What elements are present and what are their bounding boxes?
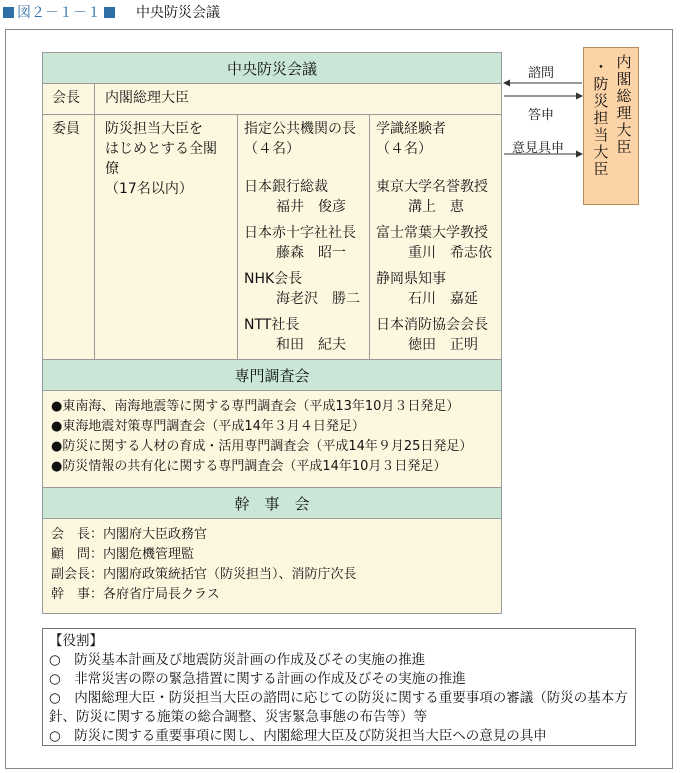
title-square-icon (104, 7, 115, 18)
member-name: 和田 紀夫 (276, 337, 346, 353)
list-item: ●防災に関する人材の育成・活用専門調査会（平成14年９月25日発足） (51, 439, 473, 454)
ministers-line: 僚 (105, 161, 119, 177)
role-item: ○ 防災基本計画及び地震防災計画の作成及びその実施の推進 (49, 652, 426, 668)
vertical-glyph: 閣 (616, 70, 632, 88)
ministers-line: はじめとする全閣 (105, 141, 217, 157)
public-institutions-cell (244, 119, 368, 355)
role-item: ○ 内閣総理大臣・防災担当大臣の諮問に応じての防災に関する重要事項の審議（防災の基本方針、防災に関する施策の総合調整、災害緊急事態の布告等）等 (49, 690, 628, 725)
member-role: 日本消防協会会長 (376, 317, 488, 333)
member-name: 溝上 恵 (408, 199, 464, 215)
vertical-glyph: 当 (593, 126, 609, 144)
figure-number: 図２－１－１ (17, 5, 101, 21)
inquiry-label: 諮問 (528, 66, 555, 81)
roles-box (42, 628, 636, 746)
inquiry-arrowhead-icon (503, 80, 510, 87)
divider (94, 83, 95, 361)
ministers-line: 防災担当大臣を (105, 121, 203, 137)
experts-count: （４名） (376, 141, 432, 157)
opinion-label: 意見具申 (512, 141, 565, 156)
member-role: 東京大学名誉教授 (376, 179, 488, 195)
vertical-glyph: 内 (616, 53, 632, 71)
vertical-glyph: 担 (593, 109, 609, 127)
list-item: ●防災情報の共有化に関する専門調査会（平成14年10月３日発足） (51, 459, 447, 474)
figure-title (0, 0, 220, 24)
list-item: 副会長：内閣府政策統括官（防災担当）、消防庁次長 (51, 567, 357, 582)
expert-committees-title: 専門調査会 (43, 360, 501, 391)
title-square-icon (3, 7, 14, 18)
member-name: 石川 嘉延 (408, 291, 478, 307)
council-title: 中央防災会議 (43, 53, 501, 83)
divider (237, 114, 238, 361)
divider (43, 83, 501, 84)
secretariat-list (51, 525, 499, 605)
member-role: 静岡県知事 (376, 271, 446, 287)
vertical-glyph: 臣 (616, 138, 632, 156)
opinion-arrowhead-icon (576, 151, 583, 158)
vertical-glyph: 総 (616, 87, 632, 105)
member-name: 徳田 正明 (408, 337, 478, 353)
ministers-cell (105, 119, 233, 199)
member-role: 富士常葉大学教授 (376, 225, 488, 241)
list-item: 幹 事：各府省庁局長クラス (51, 587, 220, 602)
vertical-glyph: 防 (593, 75, 609, 93)
member-role: 日本銀行総裁 (244, 179, 328, 195)
secretariat-box (42, 488, 502, 614)
experts-cell (376, 119, 501, 355)
report-arrowhead-icon (576, 93, 583, 100)
ministers-count: （17名以内） (105, 181, 193, 197)
chair-value: 内閣総理大臣 (105, 90, 189, 106)
figure-title-text: 中央防災会議 (136, 5, 220, 21)
council-box (42, 52, 502, 360)
report-label: 答申 (528, 108, 555, 123)
vertical-glyph: 臣 (593, 160, 609, 178)
experts-header: 学識経験者 (376, 121, 446, 137)
vertical-glyph: 理 (616, 104, 632, 122)
public-institutions-header: 指定公共機関の長 (244, 121, 356, 137)
divider (43, 114, 501, 115)
roles-title: 【役割】 (49, 633, 103, 649)
members-label: 委員 (52, 121, 80, 137)
vertical-glyph: 災 (593, 92, 609, 110)
list-item: ●東海地震対策専門調査会（平成14年３月４日発足） (51, 419, 365, 434)
chair-label: 会長 (52, 90, 80, 106)
list-item: ●東南海、南海地震等に関する専門調査会（平成13年10月３日発足） (51, 399, 460, 414)
role-item: ○ 防災に関する重要事項に関し、内閣総理大臣及び防災担当大臣への意見の具申 (49, 728, 547, 744)
pm-title-column (615, 54, 633, 156)
prime-minister-box (583, 47, 639, 205)
divider (369, 114, 370, 361)
expert-committees-list (51, 397, 499, 477)
pm-subtitle-column (592, 59, 610, 178)
member-role: NHK会長 (244, 271, 303, 287)
secretariat-title: 幹 事 会 (43, 488, 501, 519)
member-role: 日本赤十字社社長 (244, 225, 356, 241)
role-item: ○ 非常災害の際の緊急措置に関する計画の作成及びその実施の推進 (49, 671, 466, 687)
vertical-glyph: 大 (616, 121, 632, 139)
public-institutions-count: （４名） (244, 141, 300, 157)
member-name: 藤森 昭一 (276, 245, 346, 261)
member-name: 福井 俊彦 (276, 199, 346, 215)
member-name: 重川 希志依 (408, 245, 492, 261)
member-name: 海老沢 勝二 (276, 291, 360, 307)
list-item: 会 長：内閣府大臣政務官 (51, 527, 208, 542)
list-item: 顧 問：内閣危機管理監 (51, 547, 195, 562)
expert-committees-box (42, 360, 502, 488)
vertical-glyph: ・ (593, 58, 609, 76)
vertical-glyph: 大 (593, 143, 609, 161)
member-role: NTT社長 (244, 317, 300, 333)
